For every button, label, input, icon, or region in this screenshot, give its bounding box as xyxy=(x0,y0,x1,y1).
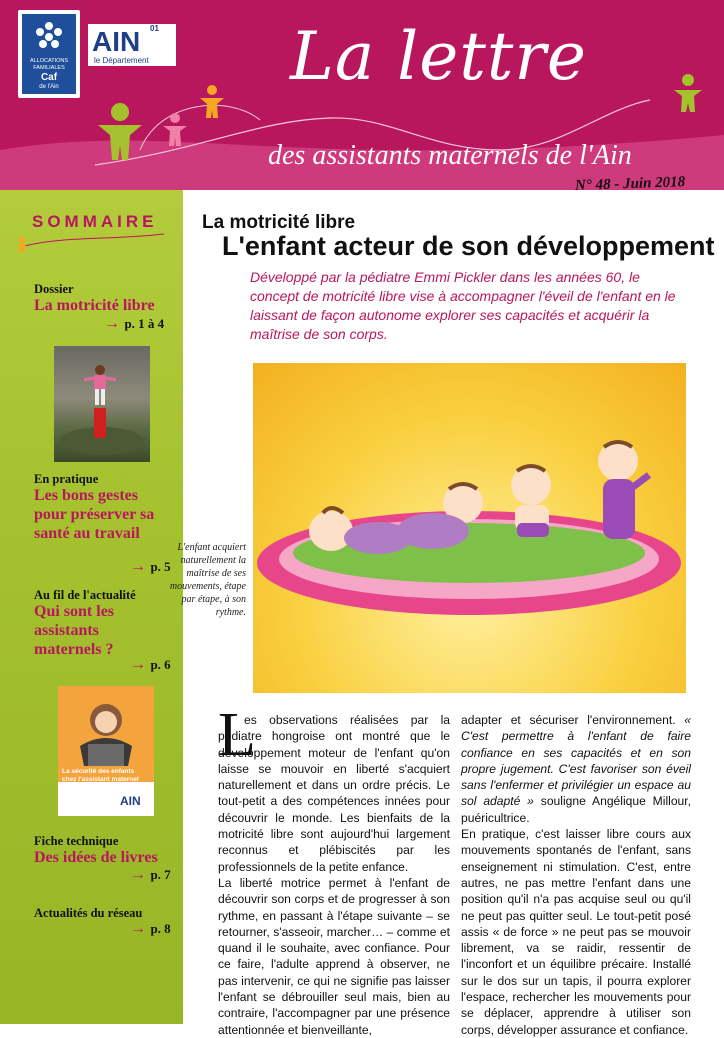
article-kicker: La motricité libre xyxy=(202,212,356,233)
section-4-page: p. 7 xyxy=(150,867,171,882)
section-3-title[interactable]: Qui sont les assistants maternels ? xyxy=(34,603,115,658)
section-2-page: p. 5 xyxy=(150,559,171,574)
caf-emblem-icon xyxy=(32,20,66,54)
orange-figure-icon xyxy=(200,85,224,118)
issue-number: N° 48 - Juin 2018 xyxy=(574,174,686,194)
section-3-page: p. 6 xyxy=(150,657,171,672)
section-1-category: Dossier xyxy=(34,282,74,296)
article-column-1 xyxy=(218,701,450,1038)
arrow-right-icon: → xyxy=(130,656,146,673)
section-3-category: Au fil de l'actualité xyxy=(34,588,136,602)
section-3-page-link[interactable] xyxy=(130,656,171,674)
newsletter-subtitle: des assistants maternels de l'Ain xyxy=(268,140,632,171)
section-4-title[interactable]: Des idées de livres xyxy=(34,849,158,866)
caf-line4: de l'Ain xyxy=(39,84,59,90)
thumbnail-brochure xyxy=(58,686,154,816)
col2-paragraph-1 xyxy=(461,712,691,826)
col2-attribution: souligne Angélique Millour, puéricultrice. xyxy=(461,794,691,825)
arrow-right-icon: → xyxy=(130,558,146,575)
child-standing-picture xyxy=(54,346,150,462)
arrow-right-icon: → xyxy=(130,866,146,883)
article-lede: Développé par la pédiatre Emmi Pickler dans les années 60, le concept de motricité libre vise à accompagner l'éveil de l'enfant en le laissant de façon autonome explorer ses capacités et acquérir la maîtrise de son corps. xyxy=(250,269,676,342)
arrow-right-icon: → xyxy=(130,920,146,937)
drop-cap: L xyxy=(218,701,256,769)
caf-line3: Caf xyxy=(40,72,58,83)
brochure-brand: AIN xyxy=(120,794,141,808)
section-2-title[interactable]: Les bons gestes pour préserver sa santé au travail xyxy=(34,487,155,542)
section-2-page-link[interactable] xyxy=(130,558,171,576)
section-2-category: En pratique xyxy=(34,472,99,486)
article-headline: L'enfant acteur de son développement xyxy=(222,231,715,261)
ain-logo-sub: le Département xyxy=(94,56,149,65)
newsletter-title: La lettre xyxy=(290,18,587,95)
section-4-page-link[interactable] xyxy=(130,866,171,884)
arrow-right-icon: → xyxy=(104,315,120,332)
section-1-page-link[interactable] xyxy=(104,315,164,333)
thumbnail-child-photo xyxy=(54,346,150,462)
babies-on-mat-picture xyxy=(253,363,686,693)
caf-logo xyxy=(18,10,80,98)
ain-logo-number: 01 xyxy=(150,24,159,33)
sommaire-heading: SOMMAIRE xyxy=(32,212,158,231)
section-1-page: p. 1 à 4 xyxy=(124,316,165,331)
photo-caption: L'enfant acquiert naturellement la maîtrise de ses mouvements, étape par étape, à son rythme. xyxy=(169,542,246,618)
col2-quote: « C'est permettre à l'enfant de faire confiance en ses capacités et en son propre jugement. C'est favoriser son éveil sans l'enfermer et privilégier un espace au sol adapté » xyxy=(461,713,691,809)
col1-paragraph-2: La liberté motrice permet à l'enfant de découvrir son corps et de progresser à son rythme, en passant à l'étape suivante – se retourner, s'asseoir, marcher… – comme et quand il le souhaite, avec confiance. Pour ce faire, l'adulte apprend à observer, ne pas intervenir, ce qui ne signifie pas laisser l'enfant se débrouiller seul mais, bien au contraire, l'accompagner par une présence attentionnée et bienveillante, xyxy=(218,875,450,1037)
ain-logo-name: AIN xyxy=(92,26,141,57)
section-5-category[interactable]: Actualités du réseau xyxy=(34,906,143,920)
brochure-caption1: La sécurité des enfants xyxy=(62,768,135,775)
section-5-page-link[interactable] xyxy=(130,920,171,938)
section-1-title[interactable]: La motricité libre xyxy=(34,297,155,314)
green-figure-right-icon xyxy=(674,74,702,112)
col2-intro: adapter et sécuriser l'environnement. xyxy=(461,713,676,727)
brochure-caption2: chez l'assistant maternel xyxy=(62,776,139,783)
caf-line2: FAMILIALES xyxy=(33,65,65,71)
ain-logo xyxy=(88,24,176,66)
babies-illustration xyxy=(253,363,686,693)
col1-paragraph-1: es observations réalisées par la pédiatre hongroise ont montré que le développement moteur de l'enfant qu'on laisse se mouvoir en liberté s'acquiert naturellement et dans un ordre précis. Le tout-petit a des compétences innées pour découvrir le monde. Les bienfaits de la motricité libre sont aujourd'hui largement reconnus et plébiscités par les professionnels de la petite enfance. xyxy=(218,713,450,874)
section-4-category: Fiche technique xyxy=(34,834,119,848)
article-column-2 xyxy=(461,712,691,1038)
caf-line1: ALLOCATIONS xyxy=(29,58,69,64)
col2-paragraph-2: En pratique, c'est laisser libre cours aux mouvements spontanés de l'enfant, sans enseignement ni stimulation. C'est, entre autres, ne pas mettre l'enfant dans une position qu'il n'a pas acquise seul ou qu'il ne peut pas quitter seul. Le tout-petit posé assis « de force » ne peut pas se mouvoir librement, va se raidir, ressentir de l'inconfort et un équilibre précaire. Installé sur le dos sur un tapis, il pourra explorer l'espace, rechercher les mouvements pour se déplacer, apprendre à utiliser son corps, développer assurance et confiance. xyxy=(461,827,691,1037)
section-5-page: p. 8 xyxy=(150,921,171,936)
